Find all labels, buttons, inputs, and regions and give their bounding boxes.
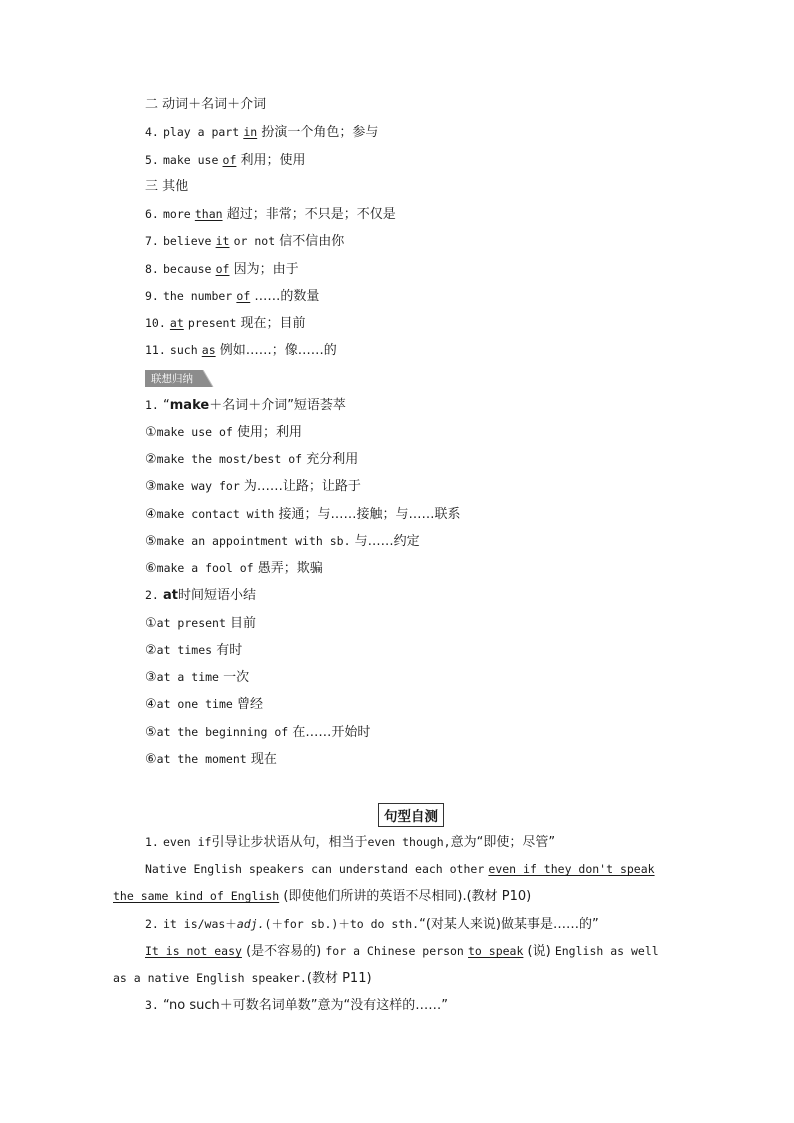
answer-blank: the same kind of English <box>113 889 280 903</box>
summary-tag <box>145 370 215 387</box>
make-phrase-item: ②make the most/best of 充分利用 <box>145 452 359 467</box>
phrase-item-4: 4. play a part in 扮演一个角色；参与 <box>145 125 379 140</box>
at-phrase-item: ④at one time 曾经 <box>145 697 263 712</box>
at-phrase-item: ③at a time 一次 <box>145 670 250 685</box>
make-phrase-item: ①make use of 使用；利用 <box>145 425 302 440</box>
at-phrase-item: ①at present 目前 <box>145 616 257 631</box>
answer-blank: to speak <box>468 944 524 958</box>
make-phrase-item: ③make way for 为……让路；让路于 <box>145 479 361 494</box>
make-phrase-item: ⑤make an appointment with sb. 与……约定 <box>145 534 420 549</box>
section-heading-verb-noun-prep: 二 动词＋名词＋介词 <box>145 97 267 112</box>
patterns-section-title: 句型自测 <box>378 803 444 827</box>
at-phrase-item: ②at times 有时 <box>145 643 243 658</box>
pattern-1-example-line2: the same kind of English (即使他们所讲的英语不尽相同).(教材 P10) <box>113 889 532 904</box>
at-phrase-item: ⑥at the moment 现在 <box>145 752 277 767</box>
pattern-3-heading: 3. “no such＋可数名词单数”意为“没有这样的……” <box>145 998 448 1013</box>
at-phrase-item: ⑤at the beginning of 在……开始时 <box>145 725 371 740</box>
answer-blank: It is not easy <box>145 944 242 958</box>
summary-part2-heading: 2. at时间短语小结 <box>145 588 257 603</box>
phrase-item-5: 5. make use of 利用；使用 <box>145 153 306 168</box>
make-phrase-item: ⑥make a fool of 愚弄；欺骗 <box>145 561 323 576</box>
tag-label: 联想归纳 <box>151 373 193 385</box>
phrase-item-10: 10. at present 现在；目前 <box>145 316 306 331</box>
phrase-item-11: 11. such as 例如……；像……的 <box>145 343 337 358</box>
pattern-2-example-line2: as a native English speaker.(教材 P11) <box>113 971 372 986</box>
answer-blank: even if they don't speak <box>488 862 655 876</box>
pattern-2-example-line1: It is not easy (是不容易的) for a Chinese person to speak (说) English as well <box>145 944 659 959</box>
pattern-1-example-line1: Native English speakers can understand each other even if they don't speak <box>145 862 655 876</box>
phrase-item-8: 8. because of 因为；由于 <box>145 262 299 277</box>
phrase-item-7: 7. believe it or not 信不信由你 <box>145 234 345 249</box>
section-heading-others: 三 其他 <box>145 179 189 194</box>
pattern-1-heading: 1. even if引导让步状语从句，相当于even though,意为“即使；尽管” <box>145 835 556 850</box>
make-phrase-item: ④make contact with 接通；与……接触；与……联系 <box>145 507 461 522</box>
phrase-item-6: 6. more than 超过；非常；不只是；不仅是 <box>145 207 396 222</box>
phrase-item-9: 9. the number of ……的数量 <box>145 289 320 304</box>
pattern-2-heading: 2. it is/was＋adj.(＋for sb.)＋to do sth.“(对某人来说)做某事是……的” <box>145 917 599 932</box>
summary-part1-heading: 1. “make＋名词＋介词”短语荟萃 <box>145 398 346 413</box>
